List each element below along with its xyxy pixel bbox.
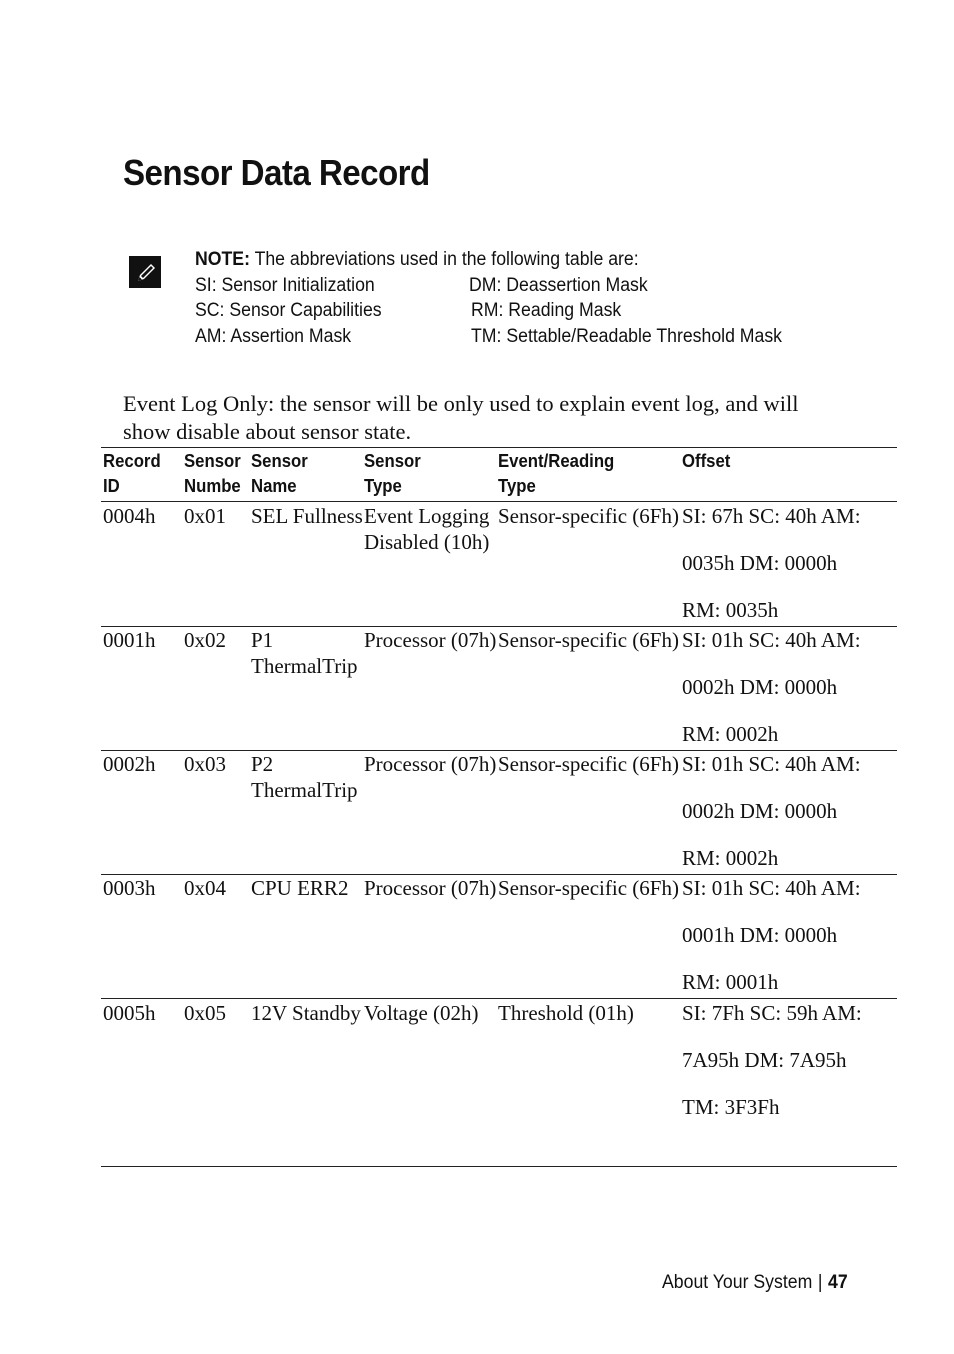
header-bottom-rule [101,501,897,502]
cell-sensor-number: 0x05 [184,1001,226,1025]
intro-paragraph: Event Log Only: the sensor will be only used to explain event log, and will show disable about sensor state. [123,391,799,444]
cell-sensor-name: CPU ERR2 [251,876,349,900]
cell-offset-line1: SI: 01h SC: 40h AM: [682,876,861,900]
row-rule [101,998,897,999]
cell-record-id: 0004h [103,504,156,528]
cell-sensor-type: Processor (07h) [364,876,497,900]
cell-record-id: 0002h [103,752,156,776]
note-pencil-icon [129,256,161,288]
note-line [195,249,639,271]
abbr-si: SI: Sensor Initialization [195,275,375,296]
cell-record-id: 0005h [103,1001,156,1025]
cell-event-type: Sensor-specific (6Fh) [498,504,679,528]
cell-offset-line1: SI: 67h SC: 40h AM: [682,504,861,528]
cell-sensor-name: P1 [251,628,274,652]
cell-event-type: Sensor-specific (6Fh) [498,752,679,776]
cell-sensor-number: 0x03 [184,752,226,776]
cell-event-type: Sensor-specific (6Fh) [498,628,679,652]
note-label: NOTE: [195,249,250,270]
cell-sensor-name-line2: ThermalTrip [251,778,358,802]
cell-offset-line3: RM: 0035h [682,598,779,622]
cell-offset-line1: SI: 01h SC: 40h AM: [682,752,861,776]
cell-sensor-type: Event Logging [364,504,490,528]
abbr-tm: TM: Settable/Readable Threshold Mask [471,326,783,347]
cell-offset-line3: RM: 0002h [682,846,779,870]
cell-offset-line2: 0002h DM: 0000h [682,675,838,699]
cell-sensor-name-line2: ThermalTrip [251,654,358,678]
cell-offset-line2: 7A95h DM: 7A95h [682,1048,847,1072]
footer-separator: | [817,1272,823,1293]
header-sensor-type: Sensor Type [364,451,421,496]
header-sensor-name: Sensor Name [251,451,308,496]
cell-offset-line3: TM: 3F3Fh [682,1095,780,1119]
header-record-id: Record ID [103,451,161,496]
cell-sensor-type: Processor (07h) [364,752,497,776]
abbr-dm: DM: Deassertion Mask [469,275,648,296]
abbr-sc: SC: Sensor Capabilities [195,300,382,321]
cell-event-type: Sensor-specific (6Fh) [498,876,679,900]
cell-offset-line3: RM: 0002h [682,722,779,746]
abbr-rm: RM: Reading Mask [471,300,622,321]
cell-sensor-name: SEL Fullness [251,504,363,528]
cell-offset-line1: SI: 01h SC: 40h AM: [682,628,861,652]
header-offset: Offset [682,451,731,471]
page-footer [662,1272,848,1294]
cell-sensor-number: 0x04 [184,876,226,900]
header-sensor-number: Sensor Numbe [184,451,241,496]
cell-record-id: 0003h [103,876,156,900]
page-number: 47 [828,1272,848,1293]
note-text: The abbreviations used in the following table are: [254,249,639,270]
cell-sensor-number: 0x02 [184,628,226,652]
table-bottom-rule [101,1166,897,1167]
cell-sensor-name: P2 [251,752,274,776]
cell-sensor-type: Voltage (02h) [364,1001,479,1025]
abbr-am: AM: Assertion Mask [195,326,352,347]
footer-section: About Your System [662,1272,813,1293]
cell-event-type: Threshold (01h) [498,1001,634,1025]
cell-record-id: 0001h [103,628,156,652]
cell-sensor-type-line2: Disabled (10h) [364,530,490,554]
page-title: Sensor Data Record [123,152,430,193]
cell-offset-line3: RM: 0001h [682,970,779,994]
cell-sensor-name: 12V Standby [251,1001,361,1025]
cell-sensor-type: Processor (07h) [364,628,497,652]
cell-offset-line1: SI: 7Fh SC: 59h AM: [682,1001,862,1025]
table-top-rule [101,447,897,448]
header-event-type: Event/Reading Type [498,451,615,496]
cell-offset-line2: 0002h DM: 0000h [682,799,838,823]
cell-sensor-number: 0x01 [184,504,226,528]
cell-offset-line2: 0035h DM: 0000h [682,551,838,575]
cell-offset-line2: 0001h DM: 0000h [682,923,838,947]
